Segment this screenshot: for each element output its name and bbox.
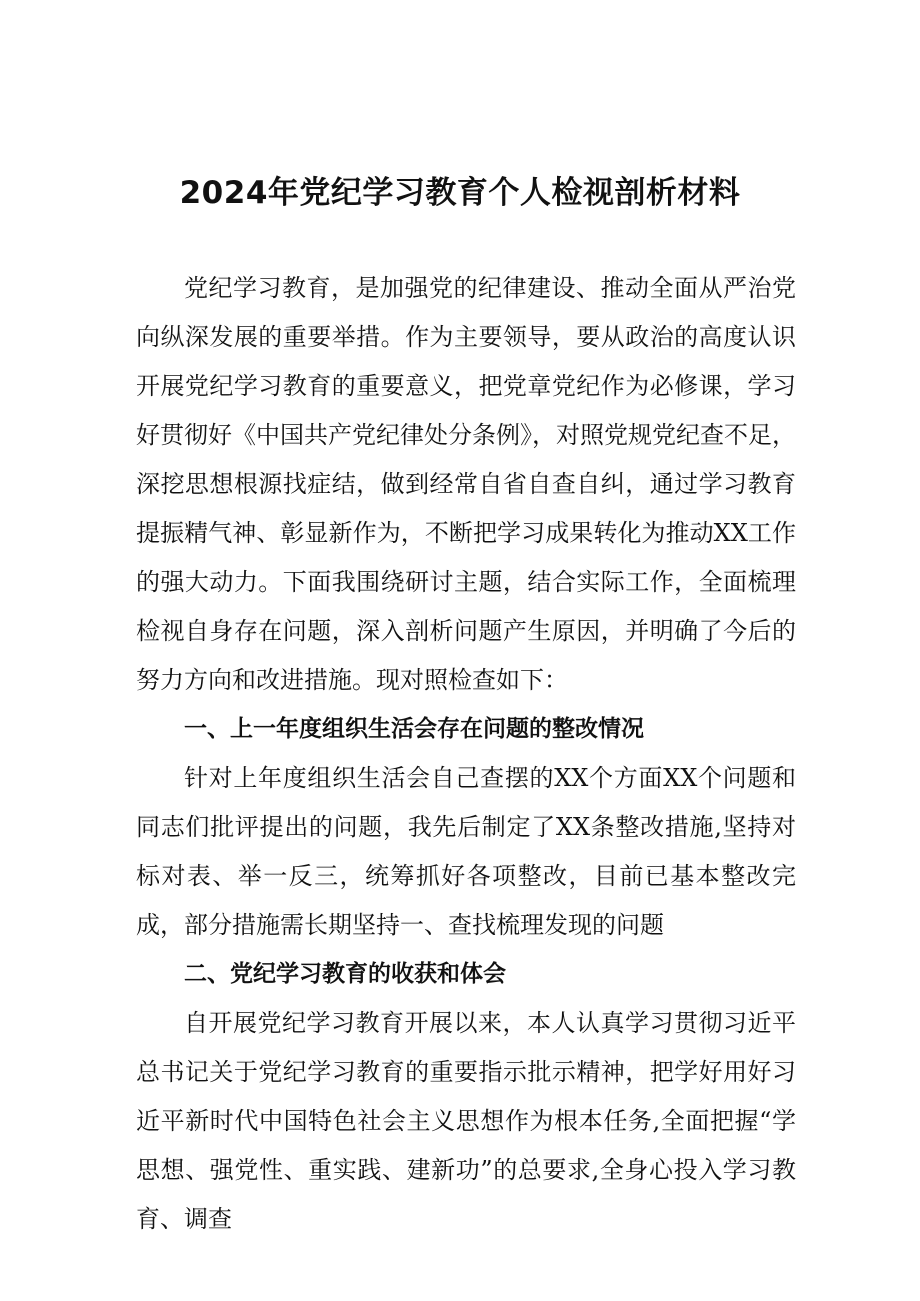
section-heading-2: 二、党纪学习教育的收获和体会 [184,961,506,987]
paragraph-section-2: 自开展党纪学习教育开展以来，本人认真学习贯彻习近平总书记关于党纪学习教育的重要指示批示精神，把学好用好习近平新时代中国特色社会主义思想作为根本任务,全面把握“学思想、强党性、重实践、建新功”的总要求,全身心投入学习教育、调查 [136,1009,796,1233]
document-body [136,264,796,1244]
paragraph-section-1: 针对上年度组织生活会自己查摆的XX个方面XX个问题和同志们批评提出的问题，我先后制定了XX条整改措施,坚持对标对表、举一反三，统筹抓好各项整改，目前已基本整改完成，部分措施需长期坚持一、查找梳理发现的问题 [136,764,796,939]
document-title: 2024年党纪学习教育个人检视剖析材料 [179,175,741,211]
section-heading-1: 一、上一年度组织生活会存在问题的整改情况 [184,716,644,742]
paragraph-intro: 党纪学习教育，是加强党的纪律建设、推动全面从严治党向纵深发展的重要举措。作为主要领导，要从政治的高度认识开展党纪学习教育的重要意义，把党章党纪作为必修课，学习好贯彻好《中国共产党纪律处分条例》，对照党规党纪查不足，深挖思想根源找症结，做到经常自省自查自纠，通过学习教育提振精气神、彰显新作为，不断把学习成果转化为推动XX工作的强大动力。下面我围绕研讨主题，结合实际工作，全面梳理检视自身存在问题，深入剖析问题产生原因，并明确了今后的努力方向和改进措施。现对照检查如下： [136,274,796,694]
